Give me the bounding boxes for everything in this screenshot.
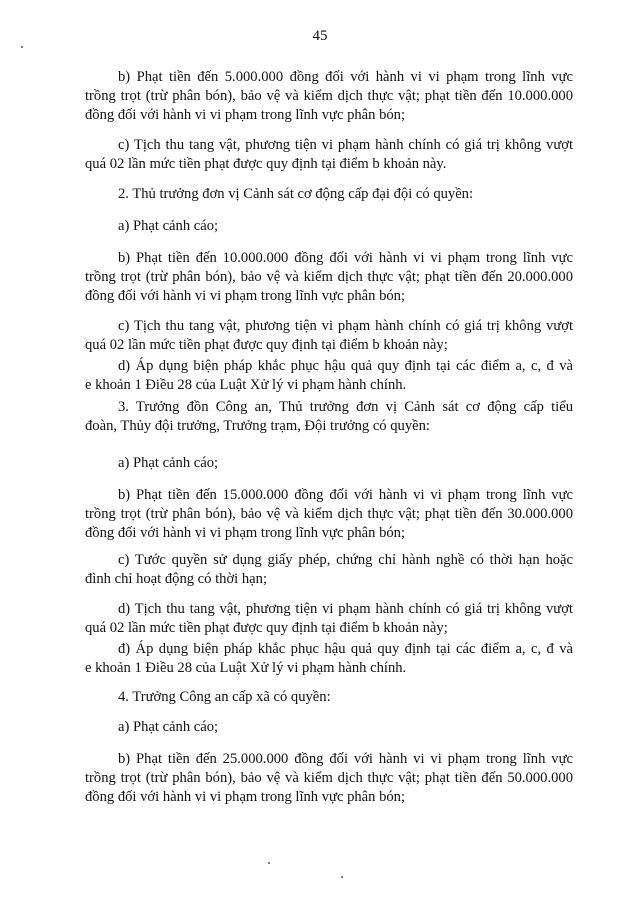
paragraph-line: quá 02 lần mức tiền phạt được quy định tại điểm b khoản này; (85, 620, 448, 636)
paragraph (85, 317, 573, 355)
paragraph (85, 68, 573, 125)
paragraph (85, 486, 573, 543)
paragraph (85, 640, 573, 678)
paragraph-line: c) Tịch thu tang vật, phương tiện vi phạm hành chính có giá trị không vượt (118, 137, 573, 153)
paragraph-line: 3. Trưởng đồn Công an, Thủ trưởng đơn vị Cảnh sát cơ động cấp tiểu (118, 399, 573, 415)
paragraph (85, 600, 573, 638)
paragraph-line: b) Phạt tiền đến 10.000.000 đồng đối với hành vi vi phạm trong lĩnh vực (118, 250, 573, 266)
paragraph-line: b) Phạt tiền đến 25.000.000 đồng đối với hành vi vi phạm trong lĩnh vực (118, 751, 573, 767)
paragraph-line: e khoản 1 Điều 28 của Luật Xử lý vi phạm hành chính. (85, 660, 407, 676)
scan-speck (21, 46, 23, 48)
paragraph-line: c) Tước quyền sử dụng giấy phép, chứng chỉ hành nghề có thời hạn hoặc (118, 552, 573, 568)
paragraph-line: a) Phạt cảnh cáo; (118, 455, 219, 471)
paragraph (85, 357, 573, 395)
paragraph (85, 217, 573, 236)
paragraph-line: quá 02 lần mức tiền phạt được quy định tại điểm b khoản này; (85, 337, 448, 353)
paragraph-line: đồng đối với hành vi vi phạm trong lĩnh vực phân bón; (85, 789, 406, 805)
paragraph (85, 185, 573, 204)
paragraph (85, 551, 573, 589)
paragraph-line: e khoản 1 Điều 28 của Luật Xử lý vi phạm hành chính. (85, 377, 407, 393)
paragraph (85, 750, 573, 807)
paragraph-line: quá 02 lần mức tiền phạt được quy định tại điểm b khoản này. (85, 156, 447, 172)
paragraph-line: đồng đối với hành vi vi phạm trong lĩnh vực phân bón; (85, 288, 406, 304)
paragraph (85, 249, 573, 306)
page-number: 45 (312, 28, 328, 44)
paragraph-line: trồng trọt (trừ phân bón), bảo vệ và kiểm dịch thực vật; phạt tiền đến 50.000.000 (85, 770, 573, 786)
scan-speck (341, 876, 343, 878)
paragraph (85, 136, 573, 174)
paragraph-line: d) Tịch thu tang vật, phương tiện vi phạm hành chính có giá trị không vượt (118, 601, 573, 617)
paragraph-line: 2. Thủ trưởng đơn vị Cảnh sát cơ động cấp đại đội có quyền: (118, 186, 474, 202)
paragraph-line: đồng đối với hành vi vi phạm trong lĩnh vực phân bón; (85, 525, 406, 541)
paragraph-line: đ) Áp dụng biện pháp khắc phục hậu quả quy định tại các điểm a, c, đ và (118, 641, 573, 657)
paragraph-line: đình chỉ hoạt động có thời hạn; (85, 571, 268, 587)
paragraph-line: đồng đối với hành vi vi phạm trong lĩnh vực phân bón; (85, 107, 406, 123)
paragraph-line: d) Áp dụng biện pháp khắc phục hậu quả quy định tại các điểm a, c, đ và (118, 358, 573, 374)
paragraph (85, 688, 573, 707)
paragraph-line: b) Phạt tiền đến 5.000.000 đồng đối với hành vi vi phạm trong lĩnh vực (118, 69, 573, 85)
paragraph-line: b) Phạt tiền đến 15.000.000 đồng đối với hành vi vi phạm trong lĩnh vực (118, 487, 573, 503)
scan-speck (268, 862, 270, 864)
paragraph-line: c) Tịch thu tang vật, phương tiện vi phạm hành chính có giá trị không vượt (118, 318, 573, 334)
paragraph-line: a) Phạt cảnh cáo; (118, 719, 219, 735)
paragraph (85, 398, 573, 436)
paragraph-line: trồng trọt (trừ phân bón), bảo vệ và kiểm dịch thực vật; phạt tiền đến 20.000.000 (85, 269, 573, 285)
paragraph-line: 4. Trưởng Công an cấp xã có quyền: (118, 689, 331, 705)
paragraph-line: đoàn, Thủy đội trưởng, Trưởng trạm, Đội trưởng có quyền: (85, 418, 430, 434)
paragraph-line: trồng trọt (trừ phân bón), bảo vệ và kiểm dịch thực vật; phạt tiền đến 30.000.000 (85, 506, 573, 522)
paragraph (85, 454, 573, 473)
paragraph (85, 718, 573, 737)
paragraph-line: a) Phạt cảnh cáo; (118, 218, 219, 234)
paragraph-line: trồng trọt (trừ phân bón), bảo vệ và kiểm dịch thực vật; phạt tiền đến 10.000.000 (85, 88, 573, 104)
